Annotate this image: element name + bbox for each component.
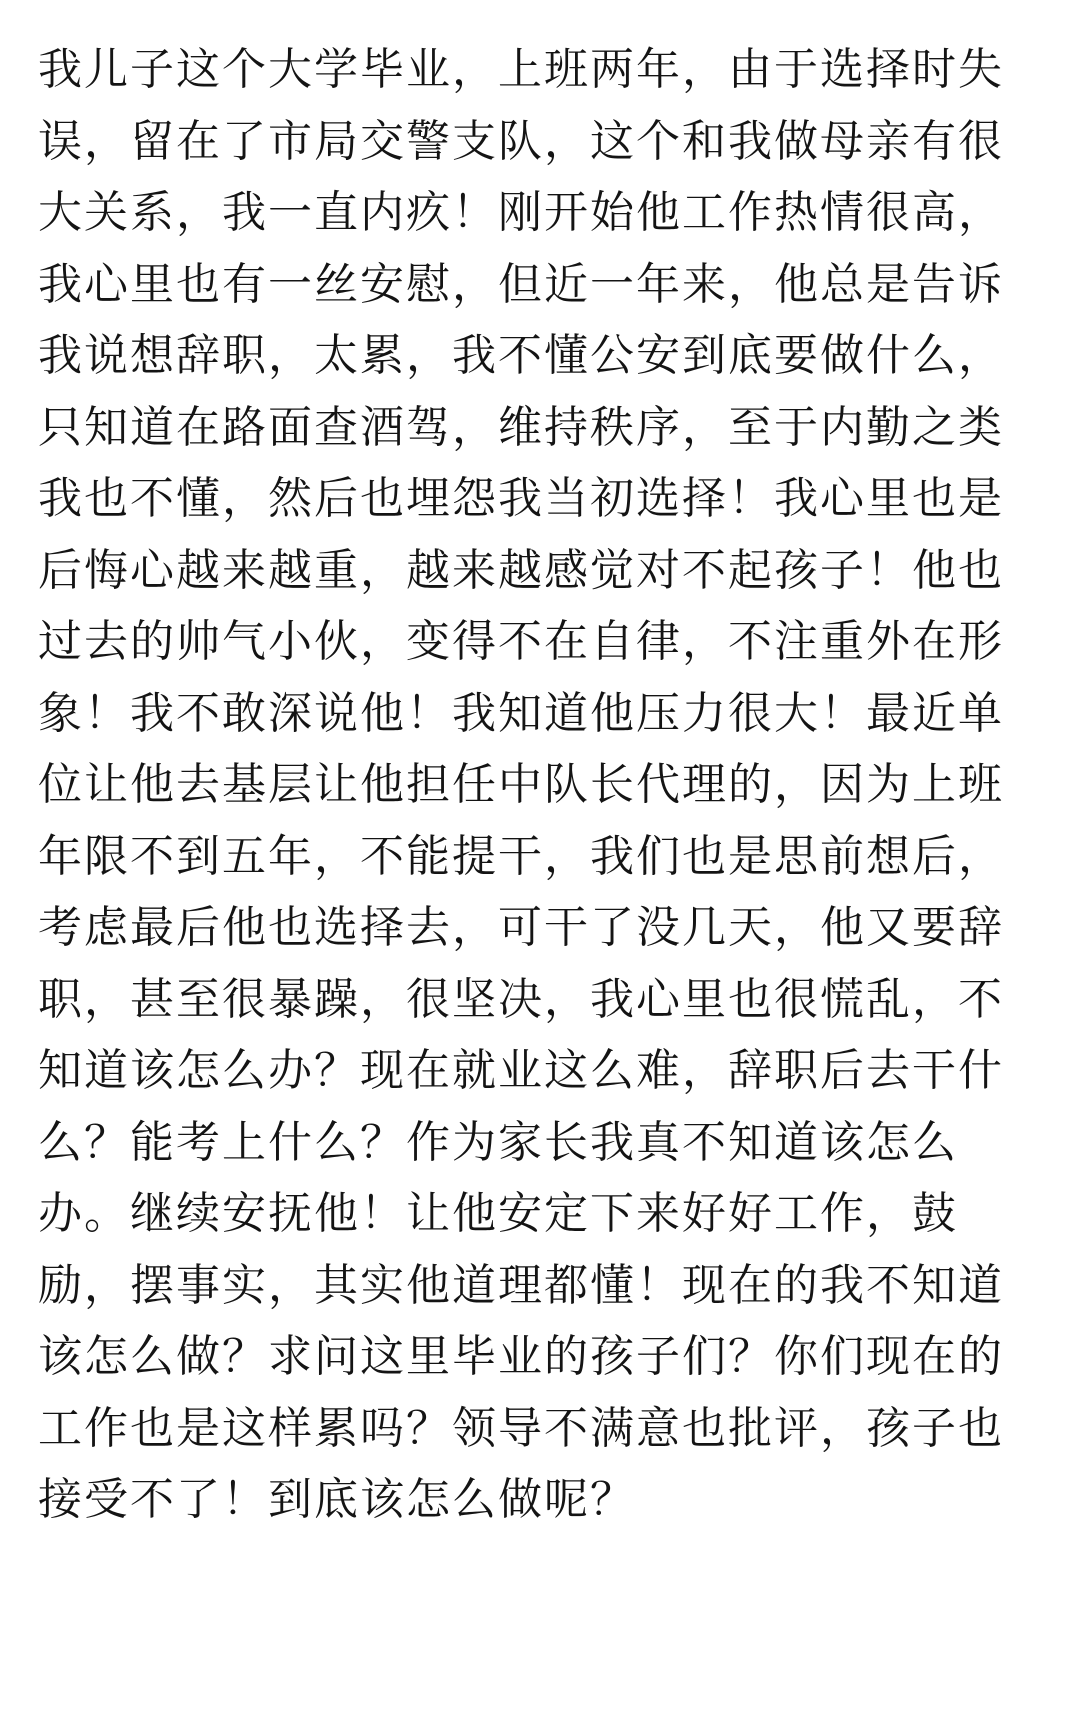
post-body	[38, 34, 1048, 1536]
post-text-line: 我儿子这个大学毕业，上班两年，由于选择时失	[38, 44, 1004, 95]
post-text-line: 工作也是这样累吗？领导不满意也批评，孩子也	[38, 1402, 1004, 1454]
post-text-line: 我心里也有一丝安慰，但近一年来，他总是告诉	[38, 258, 1004, 310]
post-text-line: 我也不懂，然后也埋怨我当初选择！我心里也是	[38, 473, 1004, 524]
post-text-line: 接受不了！到底该怎么做呢？	[38, 1474, 636, 1525]
post-text-line: 知道该怎么办？现在就业这么难，辞职后去干什	[38, 1045, 1004, 1096]
post-text-line: 后悔心越来越重，越来越感觉对不起孩子！他也	[38, 544, 1004, 596]
post-text-line: 该怎么做？求问这里毕业的孩子们？你们现在的	[38, 1331, 1004, 1382]
post-text-line: 励，摆事实，其实他道理都懂！现在的我不知道	[38, 1259, 1004, 1311]
post-text-line: 误，留在了市局交警支队，这个和我做母亲有很	[38, 115, 1004, 167]
post-text-line: 办。继续安抚他！让他安定下来好好工作，鼓	[38, 1188, 958, 1239]
post-text-line: 么？能考上什么？作为家长我真不知道该怎么	[38, 1116, 958, 1168]
post-text-line: 年限不到五年，不能提干，我们也是思前想后，	[38, 830, 1004, 882]
post-text-line: 只知道在路面查酒驾，维持秩序，至于内勤之类	[38, 401, 1004, 453]
post-text-line: 考虑最后他也选择去，可干了没几天，他又要辞	[38, 902, 1004, 953]
post-text-line: 我说想辞职，太累，我不懂公安到底要做什么，	[38, 330, 1004, 381]
post-text-line: 职，甚至很暴躁，很坚决，我心里也很慌乱，不	[38, 973, 1004, 1025]
post-text-line: 过去的帅气小伙，变得不在自律，不注重外在形	[38, 616, 1004, 667]
post-text-line: 位让他去基层让他担任中队长代理的，因为上班	[38, 759, 1004, 810]
post-text-line: 象！我不敢深说他！我知道他压力很大！最近单	[38, 687, 1004, 739]
post-text-line: 大关系，我一直内疚！刚开始他工作热情很高，	[38, 187, 1004, 238]
